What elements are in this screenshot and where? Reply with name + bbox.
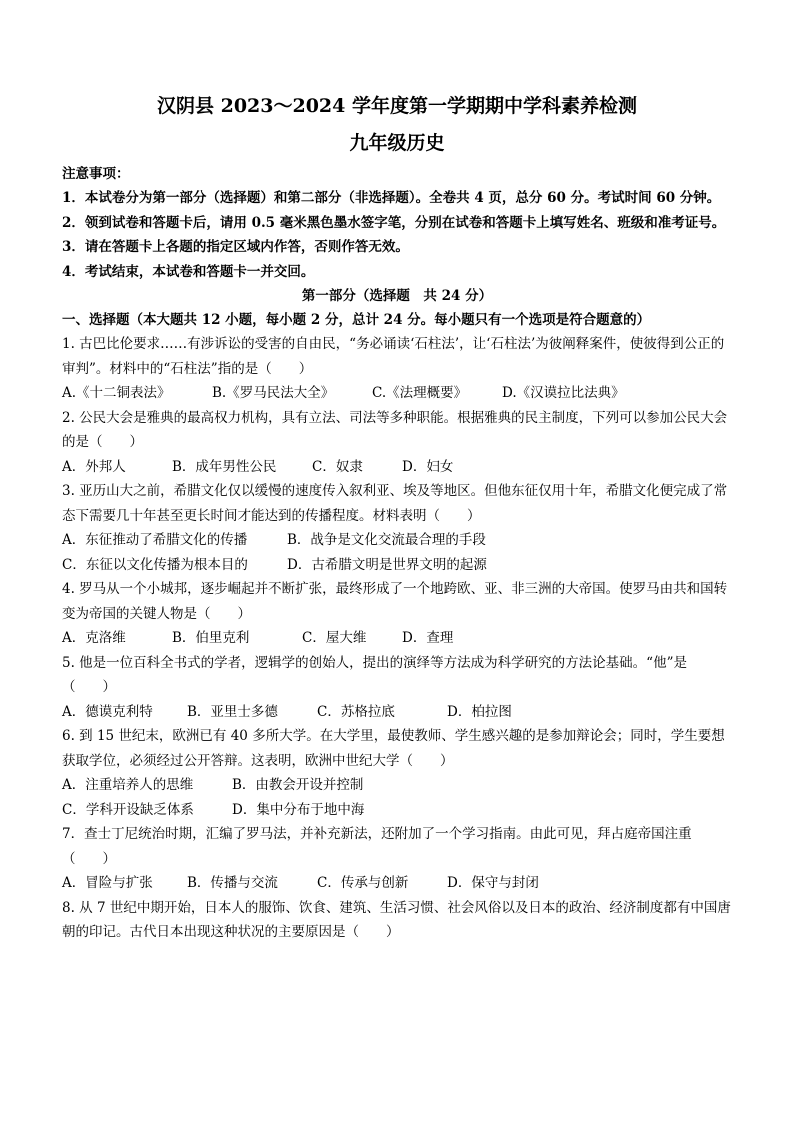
answer-option: C.《法理概要》 bbox=[372, 385, 468, 401]
option-row bbox=[62, 871, 732, 896]
answer-option: B．由教会开设并控制 bbox=[232, 777, 364, 793]
answer-option: C．传承与创新 bbox=[317, 875, 409, 891]
answer-option: C．苏格拉底 bbox=[317, 703, 395, 720]
part-one-heading: 第一部分（选择题 共 24 分） bbox=[301, 288, 493, 304]
option-row bbox=[62, 381, 732, 406]
option-row bbox=[62, 700, 732, 725]
notes-block bbox=[62, 162, 732, 284]
answer-option: B.《罗马民法大全》 bbox=[212, 385, 335, 401]
note-item: 1．本试卷分为第一部分（选择题）和第二部分（非选择题）。全卷共 4 页，总分 60 分。考试时间 60 分钟。 bbox=[62, 190, 721, 206]
question-stem: 3. 亚历山大之前，希腊文化仅以缓慢的速度传入叙利亚、埃及等地区。但他东征仅用十年，希腊文化便完成了常态下需要几十年甚至更长时间才能达到的传播程度。材料表明（ ） bbox=[62, 483, 728, 524]
question-stem: 8. 从 7 世纪中期开始，日本人的服饰、饮食、建筑、生活习惯、社会风俗以及日本的政治、经济制度都有中国唐朝的印记。古代日本出现这种状况的主要原因是（ ） bbox=[62, 899, 731, 940]
answer-option: A．外邦人 bbox=[62, 458, 126, 475]
answer-option: D．妇女 bbox=[402, 458, 454, 475]
answer-option: D．保守与封闭 bbox=[447, 875, 539, 891]
answer-option: A．克洛维 bbox=[62, 630, 126, 646]
question-8 bbox=[62, 896, 732, 945]
question-stem: 5. 他是一位百科全书式的学者，逻辑学的创始人，提出的演绎等方法成为科学研究的方法论基础。“他”是（ ） bbox=[62, 654, 687, 695]
question-5 bbox=[62, 651, 732, 725]
question-7 bbox=[62, 822, 732, 896]
question-stem: 6. 到 15 世纪末，欧洲已有 40 多所大学。在大学里，最使教师、学生感兴趣的是参加辩论会；同时，学生要想获取学位，必须经过公开答辩。这表明，欧洲中世纪大学（ ） bbox=[62, 728, 725, 769]
exam-page bbox=[62, 92, 732, 945]
answer-option: C．东征以文化传播为根本目的 bbox=[62, 556, 248, 573]
answer-option: A．东征推动了希腊文化的传播 bbox=[62, 532, 248, 548]
exam-title: 汉阴县 2023～2024 学年度第一学期期中学科素养检测 bbox=[157, 95, 637, 117]
answer-option: D．查理 bbox=[402, 630, 454, 646]
answer-option: C．学科开设缺乏体系 bbox=[62, 801, 194, 818]
answer-option: B．亚里士多德 bbox=[187, 703, 278, 720]
option-row bbox=[62, 455, 732, 480]
question-3 bbox=[62, 479, 732, 577]
note-item: 3．请在答题卡上各题的指定区域内作答，否则作答无效。 bbox=[62, 239, 409, 255]
answer-option: A．冒险与扩张 bbox=[62, 875, 153, 891]
option-row bbox=[62, 798, 732, 823]
question-4 bbox=[62, 577, 732, 651]
answer-option: A．注重培养人的思维 bbox=[62, 777, 194, 793]
question-6 bbox=[62, 724, 732, 822]
option-row bbox=[62, 773, 732, 798]
question-stem: 7．查士丁尼统治时期，汇编了罗马法，并补充新法，还附加了一个学习指南。由此可见，拜占庭帝国注重（ ） bbox=[62, 826, 692, 867]
note-item: 4．考试结束，本试卷和答题卡一并交回。 bbox=[62, 263, 315, 280]
notes-heading: 注意事项： bbox=[62, 166, 130, 182]
answer-option: D．柏拉图 bbox=[447, 703, 512, 720]
question-list bbox=[62, 332, 732, 945]
question-1 bbox=[62, 332, 732, 406]
question-stem: 1. 古巴比伦要求……有涉诉讼的受害的自由民，“务必诵读‘石柱法’，让‘石柱法’为彼阐释案件，使彼得到公正的审判”。材料中的“石柱法”指的是（ ） bbox=[62, 336, 725, 377]
option-row bbox=[62, 553, 732, 578]
answer-option: C．屋大维 bbox=[302, 630, 367, 646]
answer-option: C．奴隶 bbox=[312, 458, 363, 475]
question-stem: 2. 公民大会是雅典的最高权力机构，具有立法、司法等多种职能。根据雅典的民主制度，下列可以参加公民大会的是（ ） bbox=[62, 409, 728, 450]
option-row bbox=[62, 528, 732, 553]
answer-option: B．战争是文化交流最合理的手段 bbox=[287, 532, 486, 548]
answer-option: A.《十二铜表法》 bbox=[62, 385, 171, 401]
answer-option: B．成年男性公民 bbox=[172, 458, 277, 475]
answer-option: A．德谟克利特 bbox=[62, 703, 153, 720]
answer-option: B．传播与交流 bbox=[187, 875, 278, 891]
option-row bbox=[62, 626, 732, 651]
answer-option: D．集中分布于地中海 bbox=[232, 801, 365, 818]
answer-option: B．伯里克利 bbox=[172, 630, 250, 646]
question-stem: 4. 罗马从一个小城邦，逐步崛起并不断扩张，最终形成了一个地跨欧、亚、非三洲的大帝国。使罗马由共和国转变为帝国的关键人物是（ ） bbox=[62, 581, 728, 622]
answer-option: D．古希腊文明是世界文明的起源 bbox=[287, 556, 487, 573]
exam-subtitle: 九年级历史 bbox=[349, 132, 445, 154]
answer-option: D.《汉谟拉比法典》 bbox=[502, 385, 625, 401]
section-heading: 一、选择题（本大题共 12 小题，每小题 2 分，总计 24 分。每小题只有一个选项是符合题意的） bbox=[62, 312, 651, 328]
question-2 bbox=[62, 406, 732, 480]
note-item: 2．领到试卷和答题卡后，请用 0.5 毫米黑色墨水签字笔，分别在试卷和答题卡上填写姓名、班级和准考证号。 bbox=[62, 214, 726, 231]
